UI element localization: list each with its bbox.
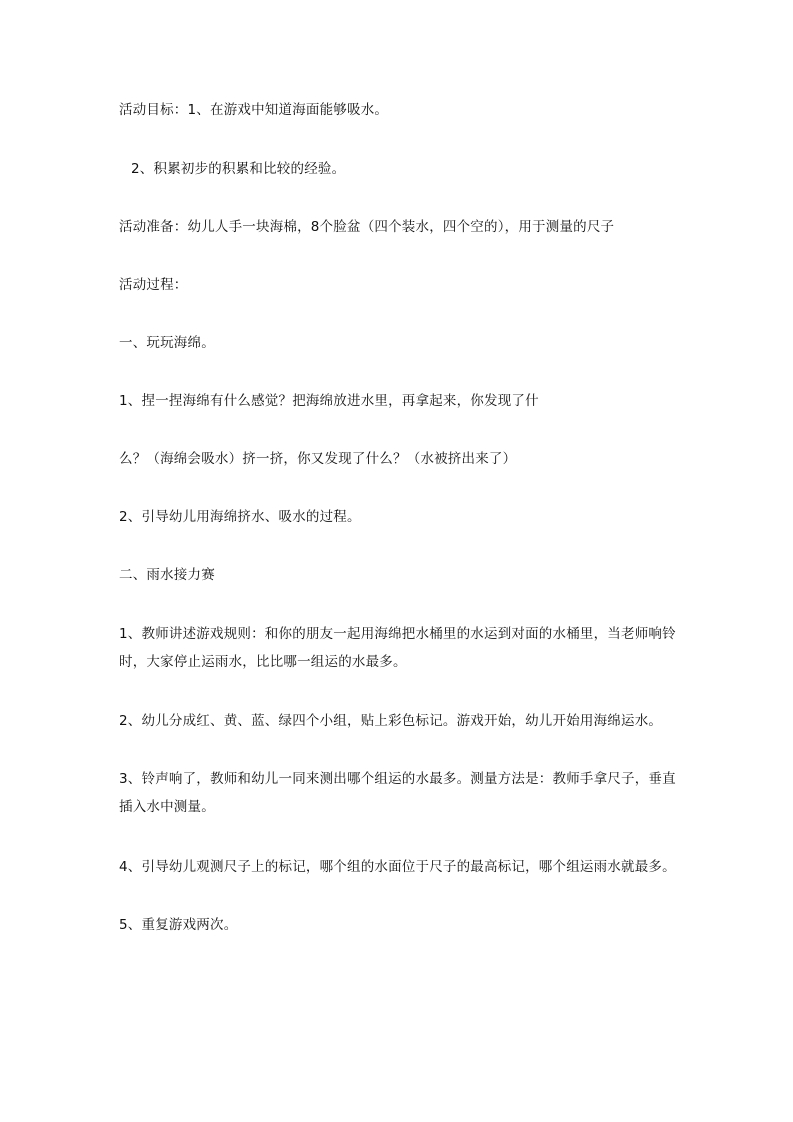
step-2-guide: 2、引导幼儿用海绵挤水、吸水的过程。 [119, 509, 361, 525]
activity-process-heading: 活动过程： [119, 277, 188, 293]
relay-step-3-measure: 3、铃声响了，教师和幼儿一同来测出哪个组运的水最多。测量方法是：教师手拿尺子，垂直插入水中测量。 [119, 771, 676, 815]
step-1-line-2: 么？（海绵会吸水）挤一挤，你又发现了什么？（水被挤出来了） [119, 451, 517, 467]
step-1-line-1: 1、捏一捏海绵有什么感觉？把海绵放进水里，再拿起来，你发现了什 [119, 393, 539, 409]
section-heading-relay: 二、雨水接力赛 [119, 567, 215, 583]
activity-goal-1: 活动目标：1、在游戏中知道海面能够吸水。 [119, 102, 389, 118]
relay-step-2-groups: 2、幼儿分成红、黄、蓝、绿四个小组，贴上彩色标记。游戏开始，幼儿开始用海绵运水。 [119, 713, 663, 729]
activity-goal-2: 2、积累初步的积累和比较的经验。 [131, 161, 346, 177]
relay-step-4-observe: 4、引导幼儿观测尺子上的标记，哪个组的水面位于尺子的最高标记，哪个组运雨水就最多。 [119, 859, 676, 875]
relay-step-5-repeat: 5、重复游戏两次。 [119, 917, 238, 933]
activity-preparation: 活动准备：幼儿人手一块海棉，8个脸盆（四个装水，四个空的），用于测量的尺子 [119, 219, 615, 235]
section-heading-play-sponge: 一、玩玩海绵。 [119, 335, 215, 351]
relay-step-1-rules: 1、教师讲述游戏规则：和你的朋友一起用海绵把水桶里的水运到对面的水桶里，当老师响铃时，大家停止运雨水，比比哪一组运的水最多。 [119, 626, 676, 670]
